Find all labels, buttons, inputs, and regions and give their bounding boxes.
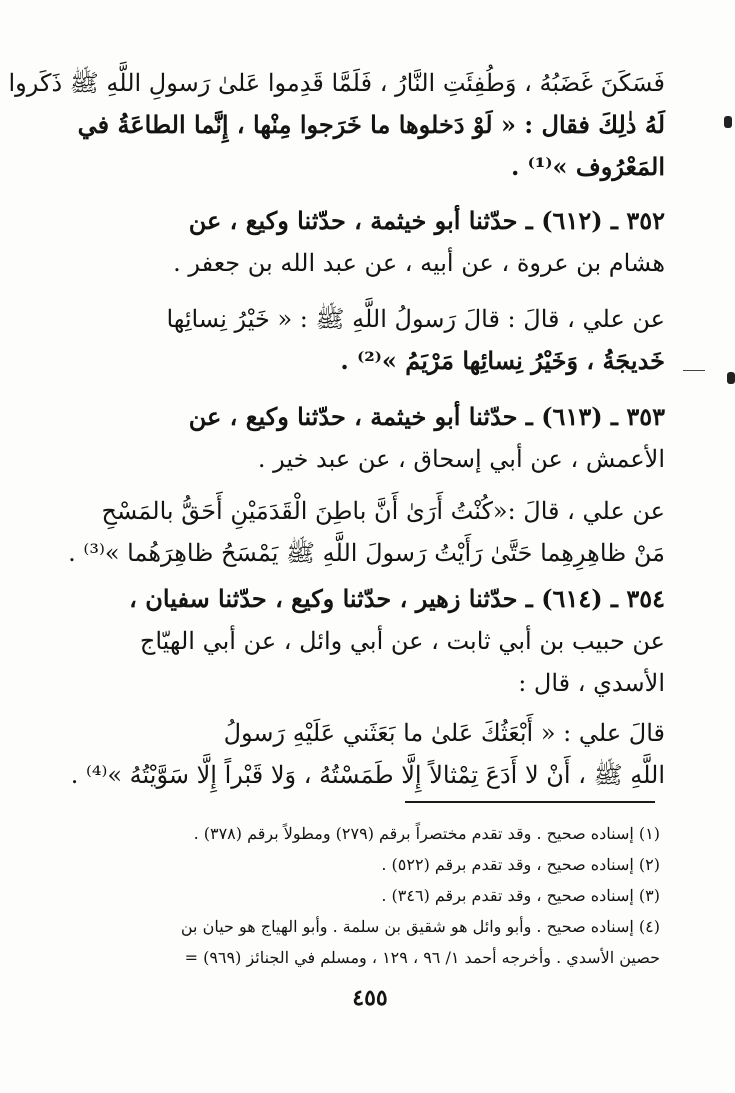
- text-line: مَنْ ظاهِرِهِما حَتَّىٰ رَأَيْتُ رَسولَ اللَّهِ ﷺ يَمْسَحُ ظاهِرَهُما »⁽³⁾ .: [68, 539, 665, 567]
- footnotes: [100, 818, 660, 973]
- footnote-3: (٣) إسناده صحيح ، وقد تقدم برقم (٣٤٦) .: [381, 886, 660, 905]
- text-line: لَهُ ذٰلِكَ فقال : « لَوْ دَخلوها ما خَرَجوا مِنْها ، إِنَّما الطاعَةُ في: [77, 110, 665, 139]
- page-number: ٤٥٥: [352, 985, 388, 1011]
- text-line: المَعْرُوف »⁽¹⁾ .: [510, 152, 665, 181]
- hadith-text-354: [70, 712, 665, 796]
- text-line: اللَّهِ ﷺ ، أَنْ لا أَدَعَ تِمْثالاً إِلَّا طَمَسْتُهُ ، وَلا قَبْراً إِلَّا سَوَّيْتُهُ »⁽⁴⁾ .: [70, 761, 665, 789]
- footnote-separator: [405, 801, 655, 803]
- text-line: عن حبيب بن أبي ثابت ، عن أبي وائل ، عن أبي الهيّاج: [139, 627, 665, 655]
- text-line: الأسدي ، قال :: [518, 669, 665, 697]
- hadith-text-353: [68, 490, 665, 574]
- hadith-chain-352: [90, 200, 665, 284]
- text-line: هشام بن عروة ، عن أبيه ، عن عبد الله بن جعفر .: [173, 249, 665, 277]
- paragraph-continuation: [8, 62, 665, 188]
- hadith-heading-line: ٣٥٤ ـ (٦١٤) ـ حدّثنا زهير ، حدّثنا وكيع ، حدّثنا سفيان ،: [129, 584, 665, 613]
- footnote-2: (٢) إسناده صحيح ، وقد تقدم برقم (٥٢٢) .: [381, 855, 660, 874]
- text-line: فَسَكَنَ غَضَبُهُ ، وَطُفِئَتِ النَّارُ ، فَلَمَّا قَدِموا عَلىٰ رَسولِ اللَّهِ ﷺ ذَكَروا: [8, 69, 665, 97]
- footnote-4: (٤) إسناده صحيح . وأبو وائل هو شقيق بن سلمة . وأبو الهياج هو حيان بن: [180, 917, 660, 936]
- hadith-heading-line: ٣٥٢ ـ (٦١٢) ـ حدّثنا أبو خيثمة ، حدّثنا وكيع ، عن: [188, 206, 665, 235]
- footnote-1: (١) إسناده صحيح . وقد تقدم مختصراً برقم (٢٧٩) ومطولاً برقم (٣٧٨) .: [193, 824, 660, 843]
- scan-mark: [724, 116, 732, 128]
- text-line: عن علي ، قالَ :«كُنْتُ أَرَىٰ أَنَّ باطِنَ الْقَدَمَيْنِ أَحَقُّ بالمَسْحِ: [101, 497, 665, 525]
- hadith-text-352: [90, 298, 665, 382]
- text-line: قالَ علي : « أَبْعَثُكَ عَلىٰ ما بَعَثَني عَلَيْهِ رَسولُ: [223, 719, 665, 747]
- hadith-chain-353: [90, 396, 665, 480]
- text-line: خَديجَةُ ، وَخَيْرُ نِسائِها مَرْيَمُ »⁽²⁾ .: [340, 346, 665, 375]
- text-line: عن علي ، قالَ : قالَ رَسولُ اللَّهِ ﷺ : « خَيْرُ نِسائِها: [166, 305, 665, 333]
- scan-mark: [727, 372, 735, 384]
- hadith-chain-354: [90, 578, 665, 704]
- hadith-heading-line: ٣٥٣ ـ (٦١٣) ـ حدّثنا أبو خيثمة ، حدّثنا وكيع ، عن: [188, 402, 665, 431]
- footnote-4-continued: حصين الأسدي . وأخرجه أحمد ١/ ٩٦ ، ١٢٩ ، ومسلم في الجنائز (٩٦٩) =: [184, 948, 660, 967]
- scan-dash: [683, 370, 705, 371]
- text-line: الأعمش ، عن أبي إسحاق ، عن عبد خير .: [257, 445, 665, 473]
